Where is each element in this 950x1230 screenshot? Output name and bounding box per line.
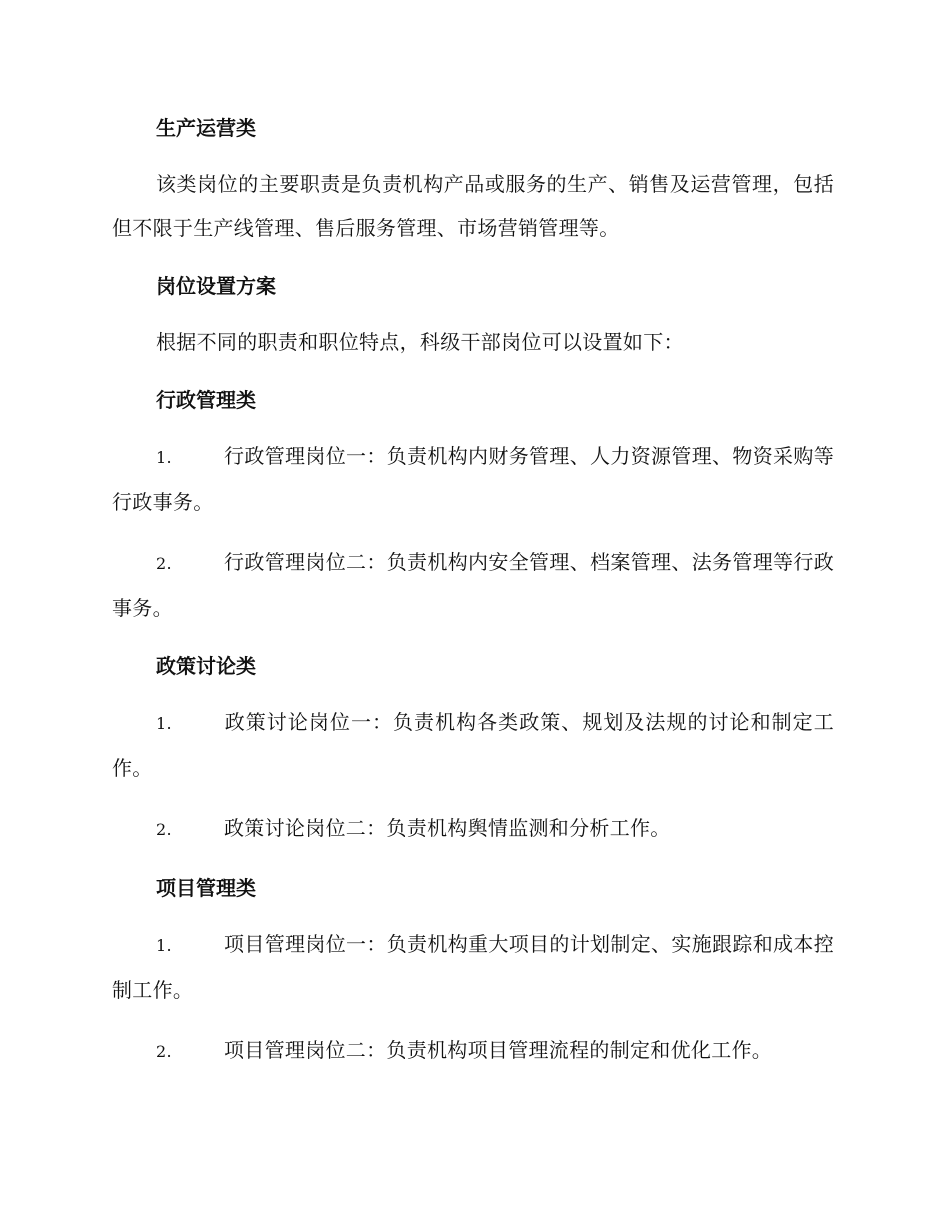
list-item-text: 项目管理岗位二：负责机构项目管理流程的制定和优化工作。 [224, 1038, 773, 1062]
heading-production: 生产运营类 [156, 116, 256, 140]
list-item [112, 806, 834, 852]
heading-admin: 行政管理类 [156, 388, 256, 412]
list-item-number: 1. [156, 714, 172, 733]
list-item-text: 政策讨论岗位二：负责机构舆情监测和分析工作。 [224, 816, 671, 840]
paragraph-plan: 根据不同的职责和职位特点，科级干部岗位可以设置如下： [156, 330, 684, 354]
list-item-number: 1. [156, 936, 172, 955]
list-item-number: 2. [156, 820, 172, 839]
list-item-number: 1. [156, 448, 172, 467]
list-item-text: 项目管理岗位一：负责机构重大项目的计划制定、实施跟踪和成本控制工作。 [112, 932, 834, 1002]
list-item-text: 政策讨论岗位一：负责机构各类政策、规划及法规的讨论和制定工作。 [112, 710, 834, 780]
list-item-text: 行政管理岗位二：负责机构内安全管理、档案管理、法务管理等行政事务。 [112, 550, 834, 620]
list-item-text: 行政管理岗位一：负责机构内财务管理、人力资源管理、物资采购等行政事务。 [112, 444, 834, 514]
heading-policy: 政策讨论类 [156, 654, 256, 678]
list-item [112, 434, 834, 524]
list-item [112, 1028, 834, 1074]
heading-project: 项目管理类 [156, 876, 256, 900]
heading-plan: 岗位设置方案 [156, 274, 276, 298]
list-item [112, 922, 834, 1012]
list-item [112, 700, 834, 790]
list-item-number: 2. [156, 1042, 172, 1061]
paragraph-production: 该类岗位的主要职责是负责机构产品或服务的生产、销售及运营管理，包括但不限于生产线管理、售后服务管理、市场营销管理等。 [112, 172, 834, 240]
list-item [112, 540, 834, 630]
list-item-number: 2. [156, 554, 172, 573]
document-body [112, 108, 834, 1074]
